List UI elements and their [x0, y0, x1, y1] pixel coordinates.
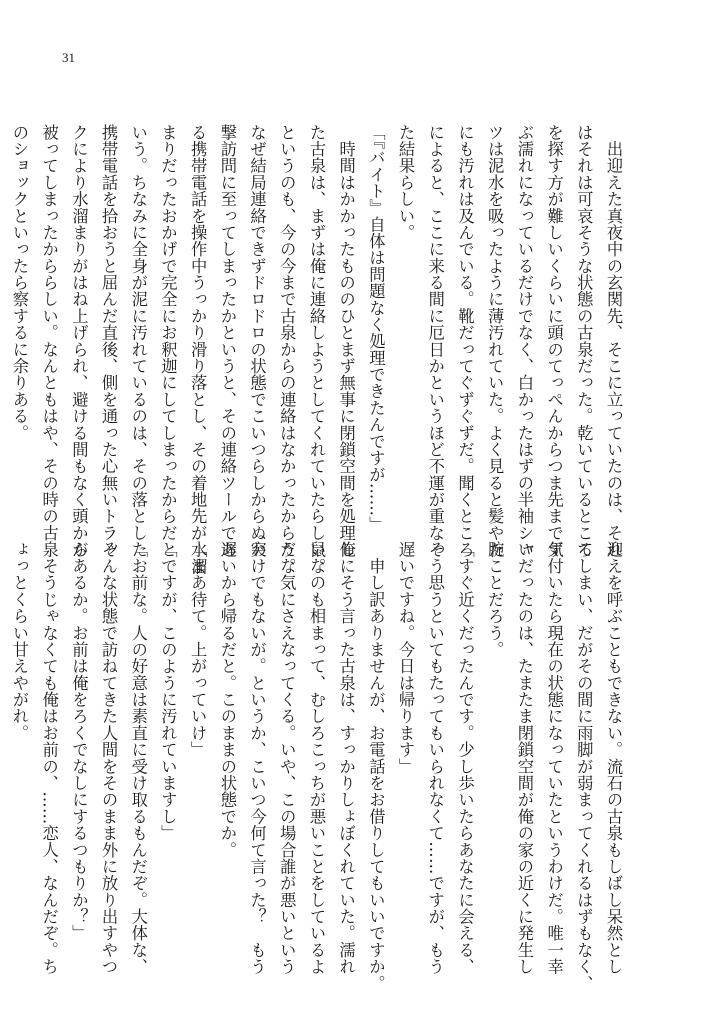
text-line: [0, 541, 4, 959]
text-line: 鼠なのも相まって、むしろこっちが悪いことをしているよ: [306, 541, 326, 975]
text-line: た結果らしい。: [396, 124, 416, 241]
text-line: 携帯電話を拾おうと屈んだ直後、側を通った心無いトラッ: [99, 124, 119, 558]
text-line: なぜ結局連絡できずドロドロの状態でこいつらしからぬ突: [247, 124, 267, 558]
text-line: 申し訳ありませんが、お電話をお借りしてもいいですか。: [366, 541, 386, 992]
upper-text-block: [9, 124, 628, 575]
text-line: があるか。お前は俺をろくでなしにするつもりか？」: [69, 541, 89, 942]
text-line: 時間はかかったもののひとまず無事に閉鎖空間を処理し: [336, 124, 356, 558]
text-line: 俺にそう言った古泉は、すっかりしょぼくれていた。濡れ: [336, 541, 356, 975]
text-line: というのも、今の今まで古泉からの連絡はなかったからだ。: [277, 124, 297, 575]
page-number: 31: [62, 50, 75, 65]
text-line: いだったのは、たまたま閉鎖空間が俺の家の近くに発生し: [514, 541, 534, 975]
text-line: ぶ濡れになっているだけでなく、白かったはずの半袖シャ: [514, 124, 534, 558]
text-line: 遅いですね。今日は帰ります」: [396, 541, 416, 775]
text-line: 気付いたら現在の状態になっていたというわけだ。唯一幸: [544, 541, 564, 975]
text-line: 「ですが、このように汚れていますし」: [158, 541, 178, 842]
text-line: いう。ちなみに全身が泥に汚れているのは、その落とした: [128, 124, 148, 558]
text-line: わけでもないが。というか、こいつ今何て言った？ もう: [247, 541, 267, 975]
text-line: 「まあ待て。上がっていけ」: [188, 541, 208, 758]
text-line: 「お前な。人の好意は素直に受け取るもんだぞ。大体な、: [128, 541, 148, 975]
text-line: そんな状態で訪ねてきた人間をそのまま外に放り出すやつ: [99, 541, 119, 975]
text-line: た古泉は、まずは俺に連絡しようとしてくれていたらしい。: [306, 124, 326, 575]
text-line: そう思うといてもたってもいられなくて……ですが、もう: [425, 541, 445, 975]
lower-text-block: [9, 541, 628, 992]
text-line: クにより水溜まりがはね上げられ、避ける間もなく頭から: [69, 124, 89, 558]
text-line: 出迎えた真夜中の玄関先、そこに立っていたのは、それ: [604, 124, 623, 558]
text-line: はそれは可哀そうな状態の古泉だった。乾いているところ: [574, 124, 594, 558]
text-line: る携帯電話を操作中うっかり滑り落とし、その着地先が水溜: [188, 124, 208, 575]
text-line: 「すぐ近くだったんです。少し歩いたらあなたに会える、: [455, 541, 475, 975]
text-line: にも汚れは及んでいる。靴だってぐずぐずだ。聞くところ: [455, 124, 475, 558]
text-line: まりだったおかげで完全にお釈迦にしてしまったからだと: [158, 124, 178, 558]
text-line: [0, 124, 4, 522]
text-line: うな気にさえなってくる。いや、この場合誰が悪いという: [277, 541, 297, 975]
text-line: 「『バイト』自体は問題なく処理できたんですが……」: [366, 124, 386, 534]
text-line: 被ってしまったかららしい。なんともはや、その時の古泉: [39, 124, 59, 558]
text-line: を探す方が難しいくらいに頭のてっぺんからつま先までず: [544, 124, 564, 558]
text-line: ツは泥水を吸ったように薄汚れていた。よく見ると髪や腕: [485, 124, 505, 558]
text-line: 撃訪問に至ってしまったかというと、その連絡ツールであ: [217, 124, 237, 558]
text-line: てしまい、だがその間に雨脚が弱まってくれるはずもなく、: [574, 541, 594, 992]
text-line: 遅いから帰るだと。このままの状態でか。: [217, 541, 237, 859]
text-line: たことだろう。: [485, 541, 505, 658]
text-line: 迎えを呼ぶこともできない。流石の古泉もしばし呆然とし: [604, 541, 623, 975]
text-line: そうじゃなくても俺はお前の、……恋人、なんだぞ。ち: [39, 541, 59, 975]
text-line: によると、ここに来る間に厄日かというほど不運が重なっ: [425, 124, 445, 558]
text-line: のショックといったら察するに余りある。: [9, 124, 29, 442]
text-line: ょっとくらい甘えやがれ。: [9, 541, 29, 742]
